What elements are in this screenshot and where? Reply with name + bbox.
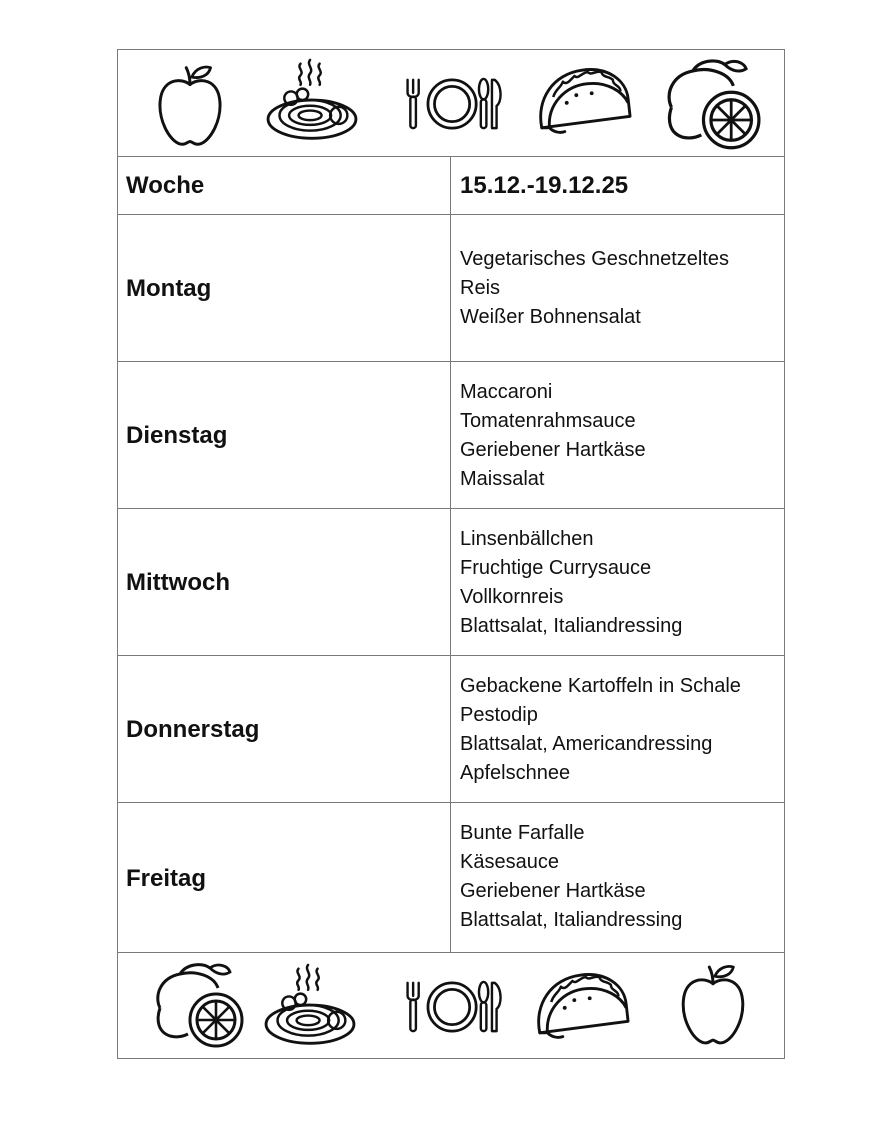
dish-item: Blattsalat, Americandressing: [460, 733, 713, 755]
dish-item: Geriebener Hartkäse: [460, 439, 646, 461]
day-name: Donnerstag: [126, 716, 260, 743]
dish-item: Geriebener Hartkäse: [460, 880, 646, 902]
dish-item: Bunte Farfalle: [460, 822, 585, 844]
day-row-dienstag: [118, 362, 784, 509]
dish-item: Käsesauce: [460, 851, 559, 873]
dish-item: Apfelschnee: [460, 762, 571, 784]
dish-list: [460, 672, 741, 788]
apple-icon: [152, 64, 228, 148]
dish-item: Gebackene Kartoffeln in Schale: [460, 675, 741, 697]
dish-list: [460, 819, 682, 935]
plate-cutlery-icon: [402, 76, 504, 132]
dish-item: Blattsalat, Italiandressing: [460, 909, 683, 931]
day-row-montag: [118, 215, 784, 362]
day-name: Mittwoch: [126, 569, 230, 596]
week-row: [118, 156, 784, 215]
day-row-donnerstag: [118, 656, 784, 803]
lemon-icon: [658, 56, 766, 152]
dish-item: Vegetarisches Geschnetzeltes: [460, 248, 730, 270]
bottom-icon-band: [118, 952, 784, 1059]
dish-item: Reis: [460, 277, 501, 299]
lemon-icon: [148, 959, 248, 1051]
dish-item: Linsenbällchen: [460, 528, 594, 550]
dish-item: Maissalat: [460, 468, 545, 490]
dish-item: Vollkornreis: [460, 586, 564, 608]
taco-icon: [536, 60, 632, 138]
dish-item: Pestodip: [460, 704, 538, 726]
taco-icon: [534, 965, 630, 1043]
pasta-bowl-icon: [262, 963, 358, 1049]
menu-sheet: [117, 49, 785, 1059]
day-name: Dienstag: [126, 422, 228, 449]
dish-item: Weißer Bohnensalat: [460, 306, 641, 328]
dish-list: [460, 378, 646, 494]
dish-list: [460, 525, 682, 641]
dish-list: [460, 245, 729, 332]
plate-cutlery-icon: [402, 979, 504, 1035]
apple-icon: [676, 963, 750, 1047]
day-row-mittwoch: [118, 509, 784, 656]
dish-item: Tomatenrahmsauce: [460, 410, 636, 432]
day-row-freitag: [118, 803, 784, 952]
day-name: Montag: [126, 275, 212, 302]
dish-item: Blattsalat, Italiandressing: [460, 615, 683, 637]
pasta-bowl-icon: [264, 58, 360, 144]
dish-item: Fruchtige Currysauce: [460, 557, 652, 579]
dish-item: Maccaroni: [460, 381, 553, 403]
week-label: Woche: [126, 172, 205, 199]
day-name: Freitag: [126, 865, 207, 892]
week-dates: 15.12.-19.12.25: [460, 172, 629, 199]
top-icon-band: [118, 50, 784, 157]
